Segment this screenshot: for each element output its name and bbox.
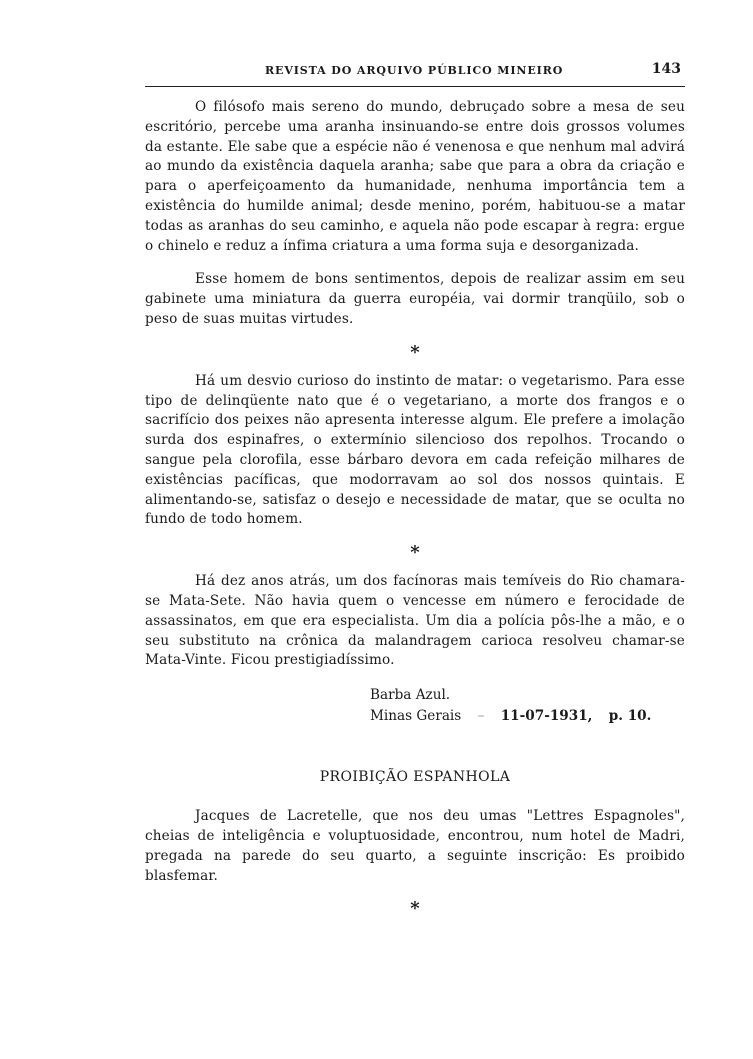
section-heading: PROIBIÇÃO ESPANHOLA (319, 769, 511, 786)
separator-star: * (410, 898, 420, 920)
paragraph-mata-sete: Há dez anos atrás, um dos facínoras mais temíveis do Rio chamara-se Mata-Sete. Não havia quem o vencesse em número e ferocidade de assassinatos, em que era especialista. Um dia a polícia pôs-lhe a mão, e o seu substituto na crônica da malandragem carioca resolveu chamar-se Mata-Vinte. Ficou prestigiadíssimo. (145, 573, 685, 669)
citation-source: Minas Gerais (370, 708, 462, 725)
signature-block (370, 685, 685, 727)
page-number: 143 (651, 61, 681, 77)
signature-citation (370, 706, 685, 727)
citation-dash: – (477, 708, 485, 725)
paragraph-philosopher: O filósofo mais sereno do mundo, debruçado sobre a mesa de seu escritório, percebe uma aranha insinuando-se entre dois grossos volumes da estante. Ele sabe que a espécie não é venenosa e que nenhum mal advirá ao mundo da existência daquela aranha; sabe que para a obra da criação e para o aperfeiçoamento da humanidade, nenhuma importância tem a existência do humilde animal; desde menino, porém, habituou-se a matar todas as aranhas do seu caminho, e aquela não pode escapar à regra: ergue o chinelo e reduz a ínfima criatura a uma forma suja e desorganizada. (145, 99, 685, 254)
paragraph-good-man: Esse homem de bons sentimentos, depois de realizar assim em seu gabinete uma miniatura da guerra européia, vai dormir tranqüilo, sob o peso de suas muitas virtudes. (145, 271, 685, 327)
citation-page: p. 10. (608, 708, 652, 725)
journal-title: REVISTA DO ARQUIVO PÚBLICO MINEIRO (265, 64, 564, 77)
separator-star: * (410, 542, 420, 564)
paragraph-vegetarianism: Há um desvio curioso do instinto de matar: o vegetarismo. Para esse tipo de delinqüente nato que é o vegetariano, a morte dos frangos e o sacrifício dos peixes não apresenta interesse algum. Ele prefere a imolação surda dos espinafres, o extermínio silencioso dos repolhos. Trocando o sangue pela clorofila, esse bárbaro devora em cada refeição milhares de existências pacíficas, que modorravam ao sol dos nossos quintais. E alimentando-se, satisfaz o desejo e necessidade de matar, que se oculta no fundo de todo homem. (145, 372, 685, 528)
separator-star: * (410, 341, 420, 363)
running-header (145, 60, 685, 87)
citation-date: 11-07-1931, (500, 708, 593, 725)
article-body (145, 98, 685, 928)
signature-author: Barba Azul. (370, 687, 451, 704)
paragraph-lacretelle: Jacques de Lacretelle, que nos deu umas "Lettres Espagnoles", cheias de inteligência e voluptuosidade, encontrou, num hotel de Madri, pregada na parede do seu quarto, a seguinte inscrição: Es proibido blasfemar. (145, 808, 685, 884)
